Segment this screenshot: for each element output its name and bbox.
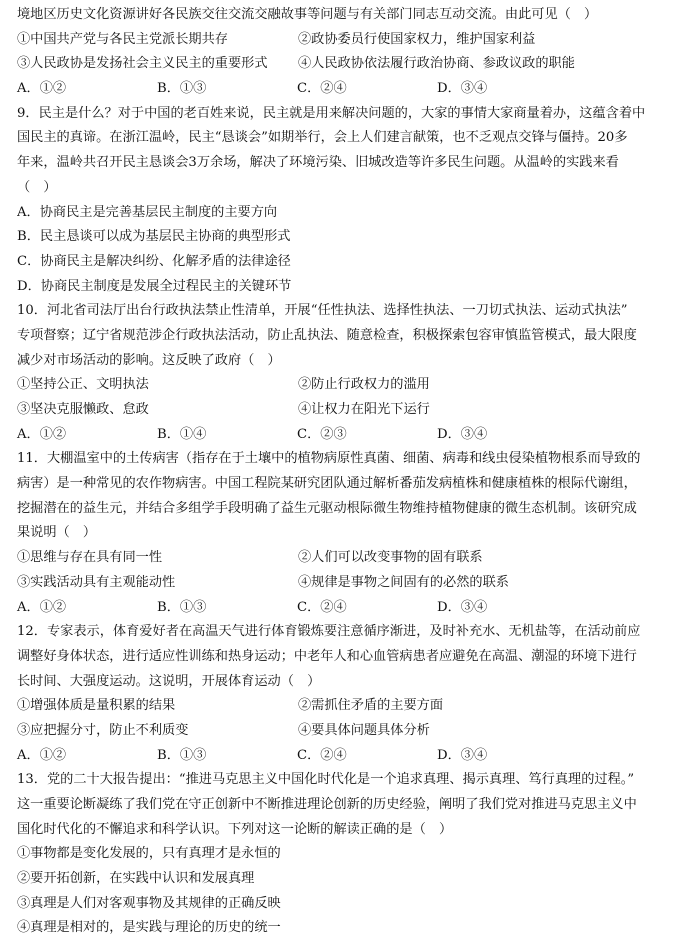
q10-option-b: B．①④ bbox=[157, 426, 207, 442]
q8-statements-row1 bbox=[17, 28, 683, 53]
q9-stem-line-4: （ ） bbox=[17, 179, 57, 195]
q8-statement-2: ②政协委员行使国家权力，维护国家利益 bbox=[298, 31, 536, 47]
q10-option-d: D．③④ bbox=[437, 426, 488, 442]
q10-statement-2: ②防止行政权力的滥用 bbox=[298, 377, 430, 393]
q8-statement-1: ①中国共产党与各民主党派长期共存 bbox=[17, 31, 228, 47]
q8-stem: 境地区历史文化资源讲好各民族交往交流交融故事等问题与有关部门同志互动交流。由此可见（ ） bbox=[17, 7, 598, 22]
q9-option-a: A．协商民主是完善基层民主制度的主要方向 bbox=[17, 204, 278, 220]
q12-option-c: C．②④ bbox=[297, 747, 347, 763]
q10-stem-line-3: 减少对市场活动的影响。这反映了政府（ ） bbox=[17, 352, 281, 368]
q8-statements-row2 bbox=[17, 52, 683, 77]
q10-statement-3: ③坚决克服懒政、怠政 bbox=[17, 402, 149, 417]
q13-statement-3: ③真理是人们对客观事物及其规律的正确反映 bbox=[17, 895, 281, 911]
q11-stem-line-3: 挖掘潜在的益生元，并结合多组学手段明确了益生元驱动根际微生物维持植物健康的微生态机制。该研究成 bbox=[17, 500, 637, 516]
q9-option-c: C．协商民主是解决纠纷、化解矛盾的法律途径 bbox=[17, 253, 291, 269]
q8-option-b: B．①③ bbox=[157, 81, 207, 97]
q11-statement-3: ③实践活动具有主观能动性 bbox=[17, 574, 176, 590]
q13-statement-2: ②要开拓创新，在实践中认识和发展真理 bbox=[17, 871, 255, 887]
q12-stem-line-3: 长时间、大强度运动。这说明，开展体育运动（ ） bbox=[17, 673, 321, 689]
q13-statement-1: ①事物都是变化发展的，只有真理才是永恒的 bbox=[17, 846, 281, 862]
q10-options bbox=[17, 423, 683, 448]
q8-option-c: C．②④ bbox=[297, 81, 347, 97]
q12-stem-line-2: 调整好身体状态，进行适应性训练和热身运动；中老年人和心血管病患者应避免在高温、潮湿的环境下进行 bbox=[17, 648, 637, 664]
q9-stem-line-2: 国民主的真谛。在浙江温岭，民主“恳谈会”如期举行，会上人们建言献策，也不乏观点交锋与僵持。20多 bbox=[17, 130, 628, 146]
q12-statement-1: ①增强体质是量积累的结果 bbox=[17, 698, 176, 714]
q10-statement-1: ①坚持公正、文明执法 bbox=[17, 377, 149, 393]
q11-statement-1: ①思维与存在具有同一性 bbox=[17, 550, 163, 566]
q10-statements-row2 bbox=[17, 398, 683, 423]
q10-option-c: C．②③ bbox=[297, 426, 347, 442]
q8-option-a: A．①② bbox=[17, 81, 67, 97]
q10-stem-line-1: 10．河北省司法厅出台行政执法禁止性清单，开展“任性执法、选择性执法、一刀切式执法、运动式执法” bbox=[17, 303, 628, 319]
q12-statement-4: ④要具体问题具体分析 bbox=[298, 722, 430, 738]
q11-statements-row1 bbox=[17, 546, 683, 571]
q10-statement-4: ④让权力在阳光下运行 bbox=[298, 402, 430, 417]
q13-stem-line-1: 13．党的二十大报告提出：“推进马克思主义中国化时代化是一个追求真理、揭示真理、笃行真理的过程。” bbox=[17, 772, 635, 788]
q11-option-d: D．③④ bbox=[437, 599, 488, 615]
q11-statement-4: ④规律是事物之间固有的必然的联系 bbox=[298, 574, 509, 590]
q12-option-a: A．①② bbox=[17, 747, 67, 763]
q8-statement-3: ③人民政协是发扬社会主义民主的重要形式 bbox=[17, 56, 268, 72]
q11-options bbox=[17, 596, 683, 621]
q12-option-d: D．③④ bbox=[437, 747, 488, 763]
q9-stem-line-3: 年来，温岭共召开民主恳谈会3万余场，解决了环境污染、旧城改造等许多民生问题。从温岭的实践来看 bbox=[17, 155, 619, 171]
q11-statement-2: ②人们可以改变事物的固有联系 bbox=[298, 550, 483, 566]
q11-statements-row2 bbox=[17, 571, 683, 596]
q12-option-b: B．①③ bbox=[157, 747, 207, 763]
q11-option-a: A．①② bbox=[17, 599, 67, 615]
q9-option-d: D．协商民主制度是发展全过程民主的关键环节 bbox=[17, 278, 292, 294]
q10-stem-line-2: 专项督察；辽宁省规范涉企行政执法活动，防止乱执法、随意检查，积极探索包容审慎监管模式，最大限度 bbox=[17, 327, 637, 343]
q10-option-a: A．①② bbox=[17, 426, 67, 442]
q9-stem-line-1: 9．民主是什么？对于中国的老百姓来说，民主就是用来解决问题的，大家的事情大家商量着办，这蕴含着中 bbox=[17, 105, 646, 121]
q8-option-d: D．③④ bbox=[437, 81, 488, 97]
q11-option-c: C．②④ bbox=[297, 599, 347, 615]
q13-stem-line-3: 国化时代化的不懈追求和科学认识。下列对这一论断的解读正确的是（ ） bbox=[17, 821, 453, 837]
q12-statements-row2 bbox=[17, 719, 683, 744]
q11-stem-line-1: 11．大棚温室中的土传病害（指存在于土壤中的植物病原性真菌、细菌、病毒和线虫侵染植物根系而导致的 bbox=[17, 451, 641, 467]
q11-option-b: B．①③ bbox=[157, 599, 207, 615]
q13-stem-line-2: 这一重要论断凝练了我们党在守正创新中不断推进理论创新的历史经验，阐明了我们党对推进马克思主义中 bbox=[17, 797, 637, 812]
q12-statements-row1 bbox=[17, 694, 683, 719]
q8-options bbox=[17, 77, 683, 102]
q9-option-b: B．民主恳谈可以成为基层民主协商的典型形式 bbox=[17, 229, 291, 245]
q11-stem-line-4: 果说明（ ） bbox=[17, 525, 97, 541]
q12-statement-2: ②需抓住矛盾的主要方面 bbox=[298, 698, 444, 714]
q12-options bbox=[17, 744, 683, 769]
q12-statement-3: ③应把握分寸，防止不利质变 bbox=[17, 722, 189, 738]
q13-statement-4: ④真理是相对的，是实践与理论的历史的统一 bbox=[17, 920, 281, 936]
q10-statements-row1 bbox=[17, 373, 683, 398]
q12-stem-line-1: 12．专家表示，体育爱好者在高温天气进行体育锻炼要注意循序渐进，及时补充水、无机盐等，在活动前应 bbox=[17, 624, 641, 640]
q11-stem-line-2: 病害）是一种常见的农作物病害。中国工程院某研究团队通过解析番茄发病植株和健康植株的根际代谢组， bbox=[17, 476, 637, 492]
q8-statement-4: ④人民政协依法履行政治协商、参政议政的职能 bbox=[298, 56, 575, 72]
